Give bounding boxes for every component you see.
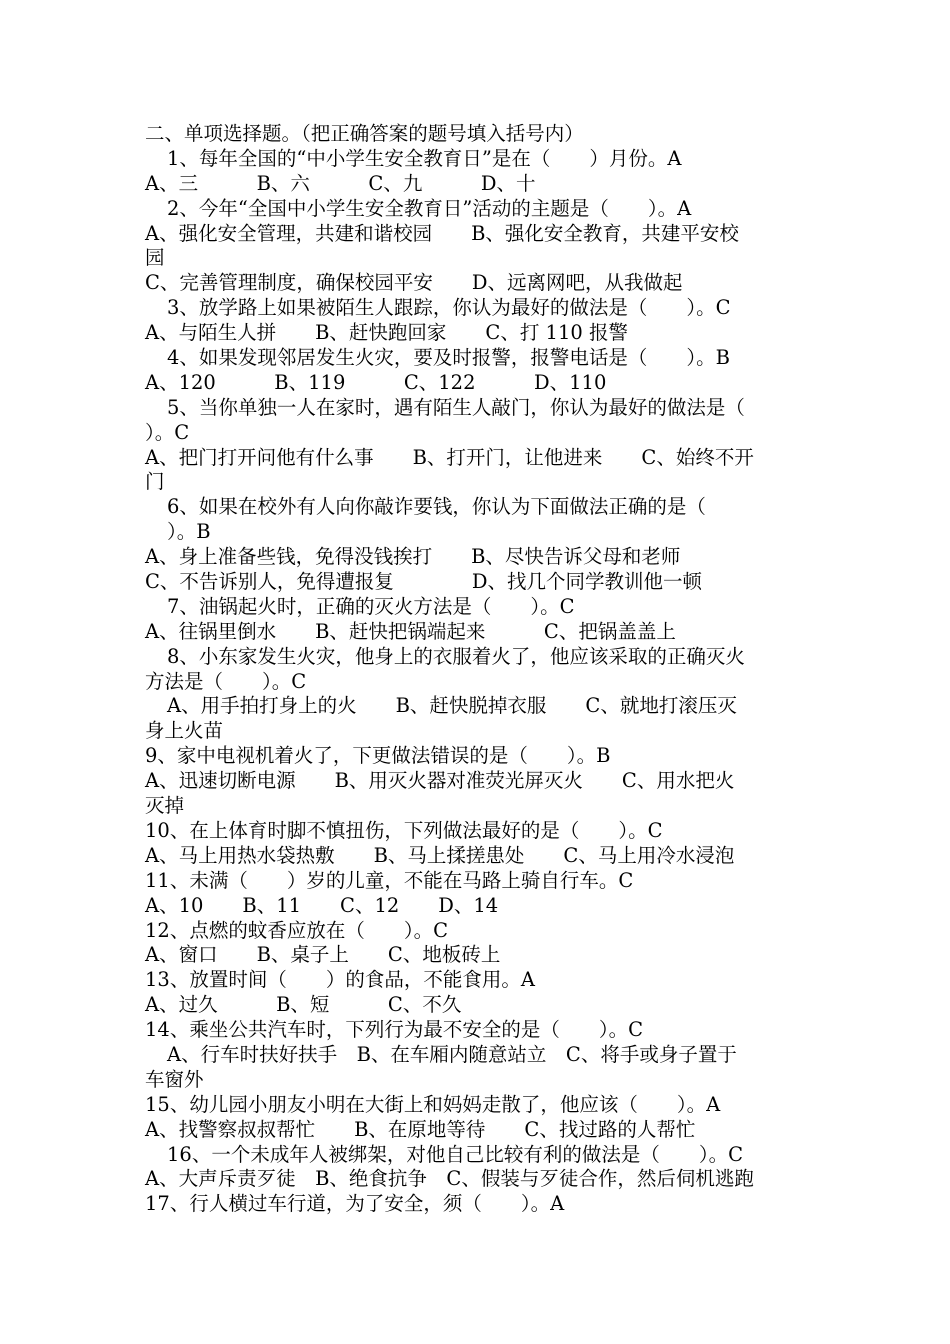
- text-line: 17、行人横过车行道，为了安全，须（ ）。A: [145, 1192, 565, 1216]
- text-line: C、完善管理制度，确保校园平安 D、远离网吧，从我做起: [145, 271, 683, 295]
- text-line: 方法是（ ）。C: [145, 669, 307, 693]
- text-line: 9、家中电视机着火了，下更做法错误的是（ ）。B: [145, 744, 611, 768]
- text-line: A、马上用热水袋热敷 B、马上揉搓患处 C、马上用冷水浸泡: [145, 843, 735, 867]
- text-line: 12、点燃的蚊香应放在（ ）。C: [145, 918, 448, 942]
- text-line: A、大声斥责歹徒 B、绝食抗争 C、假装与歹徒合作，然后伺机逃跑: [145, 1167, 754, 1191]
- text-line: 11、未满（ ）岁的儿童，不能在马路上骑自行车。C: [145, 868, 634, 892]
- text-line: A、行车时扶好扶手 B、在车厢内随意站立 C、将手或身子置于: [167, 1042, 737, 1066]
- text-line: 10、在上体育时脚不慎扭伤，下列做法最好的是（ ）。C: [145, 818, 663, 842]
- text-line: 1、每年全国的“中小学生安全教育日”是在（ ）月份。A: [167, 146, 682, 170]
- text-line: 2、今年“全国中小学生安全教育日”活动的主题是（ ）。A: [167, 196, 692, 220]
- text-line: A、窗口 B、桌子上 C、地板砖上: [145, 943, 501, 967]
- text-line: A、用手拍打身上的火 B、赶快脱掉衣服 C、就地打滚压灭: [167, 694, 737, 718]
- text-line: 车窗外: [145, 1067, 204, 1091]
- text-line: 园: [145, 246, 165, 270]
- text-line: C、不告诉别人，免得遭报复 D、找几个同学教训他一顿: [145, 570, 703, 594]
- text-line: 4、如果发现邻居发生火灾，要及时报警，报警电话是（ ）。B: [167, 346, 730, 370]
- text-line: A、强化安全管理，共建和谐校园 B、强化安全教育，共建平安校: [145, 221, 739, 245]
- text-line: 二、单项选择题。（把正确答案的题号填入括号内）: [145, 122, 584, 145]
- text-line: 身上火苗: [145, 719, 224, 743]
- text-line: 14、乘坐公共汽车时，下列行为最不安全的是（ ）。C: [145, 1018, 643, 1042]
- text-line: 7、油锅起火时，正确的灭火方法是（ ）。C: [167, 594, 575, 618]
- text-line: ）。C: [145, 420, 190, 444]
- text-line: 13、放置时间（ ）的食品，不能食用。A: [145, 968, 535, 992]
- text-line: A、三 B、六 C、九 D、十: [145, 171, 536, 195]
- text-line: 8、小东家发生火灾，他身上的衣服着火了，他应该采取的正确灭火: [167, 644, 745, 668]
- text-line: 5、当你单独一人在家时，遇有陌生人敲门，你认为最好的做法是（: [167, 395, 745, 419]
- text-line: 灭掉: [145, 794, 185, 818]
- text-line: A、把门打开问他有什么事 B、打开门，让他进来 C、始终不开: [145, 445, 754, 469]
- text-line: A、迅速切断电源 B、用灭火器对准荧光屏灭火 C、用水把火: [145, 769, 735, 793]
- text-line: A、往锅里倒水 B、赶快把锅端起来 C、把锅盖盖上: [145, 619, 676, 643]
- text-line: 6、如果在校外有人向你敲诈要钱，你认为下面做法正确的是（: [167, 495, 706, 519]
- text-line: A、过久 B、短 C、不久: [145, 993, 462, 1017]
- text-line: A、身上准备些钱，免得没钱挨打 B、尽快告诉父母和老师: [145, 545, 681, 569]
- text-line: A、与陌生人拼 B、赶快跑回家 C、打 110 报警: [145, 321, 628, 345]
- question-list: [145, 122, 810, 1217]
- text-line: 15、幼儿园小朋友小明在大街上和妈妈走散了，他应该（ ）。A: [145, 1092, 721, 1116]
- text-line: A、120 B、119 C、122 D、110: [145, 370, 607, 394]
- text-line: ）。B: [167, 520, 211, 544]
- text-line: 门: [145, 470, 165, 494]
- text-line: 16、一个未成年人被绑架，对他自己比较有利的做法是（ ）。C: [167, 1142, 743, 1166]
- text-line: 3、放学路上如果被陌生人跟踪，你认为最好的做法是（ ）。C: [167, 296, 731, 320]
- text-line: A、10 B、11 C、12 D、14: [145, 893, 499, 917]
- text-line: A、找警察叔叔帮忙 B、在原地等待 C、找过路的人帮忙: [145, 1117, 696, 1141]
